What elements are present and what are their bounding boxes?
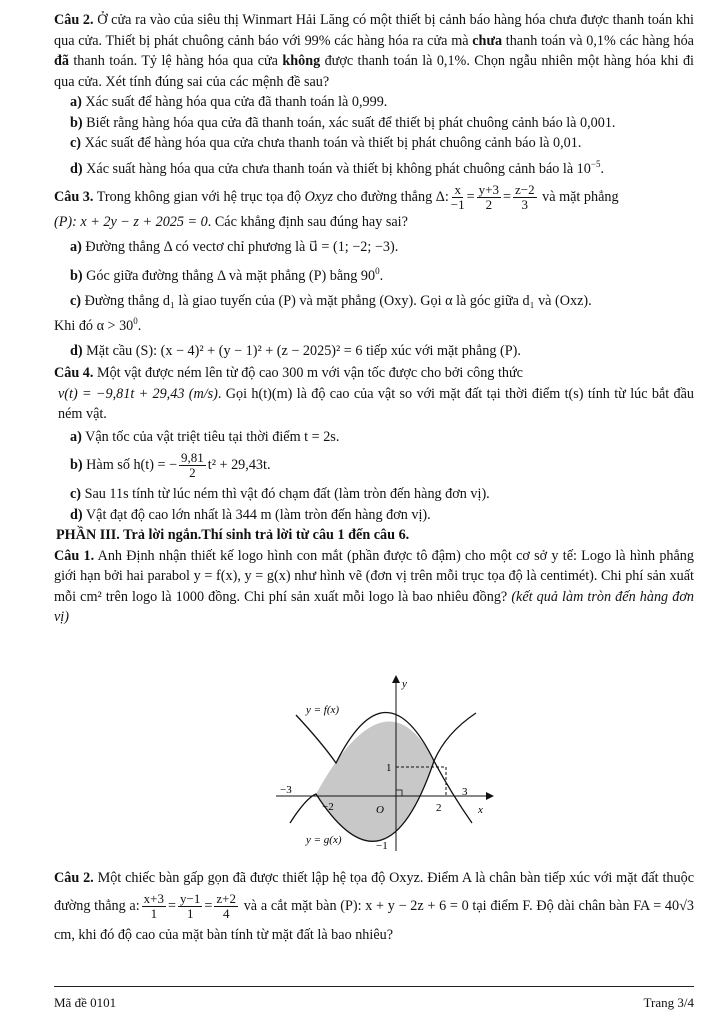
tick-minus3: −3	[280, 784, 292, 796]
q2-option-d: d) Xác suất hàng hóa qua cửa chưa thanh toán và thiết bị không phát chuông cảnh báo là $10^{-5}$.	[70, 158, 604, 177]
label-f: y = f(x)	[306, 704, 340, 716]
tick-minus2: −2	[322, 801, 334, 813]
q4-statement: Câu 4. Một vật được ném lên từ độ cao 300 m với vận tốc được cho bởi công thức	[54, 365, 523, 381]
p2-block	[54, 864, 694, 949]
q3-statement: Câu 3. Trong không gian với hệ trục tọa độ Oxyz cho đường thẳng Δ: $\frac{x}{-1}$ = $\frac{y+3}{2}$ = $\frac{z-2}{3}$ và mặt phẳng	[54, 182, 619, 212]
q2-option-b: b) Biết rằng hàng hóa qua cửa đã thanh toán, xác suất để thiết bị phát chuông cảnh báo là 0,001.	[70, 114, 616, 131]
q2-option-c: c) Xác suất để hàng hóa qua cửa chưa thanh toán và thiết bị phát chuông cảnh báo là 0,01.	[70, 135, 582, 151]
q3-frac-1: $\frac{x}{-1}$	[450, 182, 465, 212]
tick-minus1: −1	[376, 840, 388, 852]
q4-frac: $\frac{9,81}{2}$	[181, 450, 204, 480]
tick-origin: O	[376, 804, 384, 816]
x-axis-arrow	[486, 792, 494, 800]
q3-frac-3: $\frac{z-2}{3}$	[515, 182, 535, 212]
page-content	[54, 10, 694, 628]
exam-code: Mã đề 0101	[54, 995, 117, 1010]
p2-frac-2: $\frac{y-1}{1}$	[180, 891, 201, 922]
label-g: y = g(x)	[306, 834, 342, 846]
page-number: Trang 3/4	[643, 995, 694, 1010]
label-axis-y: y	[402, 678, 407, 690]
q3-option-c: c) Đường thẳng d₁ là giao tuyến của (P) và mặt phẳng (Oxy). Gọi α là góc giữa d₁ và (Oxz).	[70, 292, 592, 309]
page-footer	[54, 986, 694, 1011]
q3-plane: (P): x + 2y − z + 2025 = 0. Các khẳng định sau đúng hay sai?	[54, 214, 408, 230]
tick-3: 3	[462, 786, 468, 798]
eye-logo-figure	[276, 673, 496, 853]
q4-option-d: d) Vật đạt độ cao lớn nhất là 344 m (làm tròn đến hàng đơn vị).	[70, 506, 431, 523]
q3-option-d: d) Mặt cầu (S): (x − 4)² + (y − 1)² + (z − 2025)² = 6 tiếp xúc với mặt phẳng (P).	[70, 342, 521, 359]
part3-heading: PHẦN III. Trả lời ngắn.Thí sinh trả lời từ câu 1 đến câu 6.	[56, 527, 410, 543]
q4-velocity: v(t) = −9,81t + 29,43 (m/s). Gọi h(t)(m) là độ cao của vật so với mặt đất tại thời điểm t(s) tính từ lúc bắt đầu ném vật.	[58, 385, 695, 422]
q2-option-a: a) Xác suất để hàng hóa qua cửa đã thanh toán là 0,999.	[70, 94, 388, 110]
q3-option-a: a) Đường thẳng Δ có vectơ chỉ phương là u⃗ = (1; −2; −3).	[70, 238, 399, 255]
p2-frac-3: $\frac{z+2}{4}$	[216, 891, 236, 922]
p2-frac-1: $\frac{x+3}{1}$	[143, 891, 165, 922]
label-axis-x: x	[478, 804, 483, 816]
q4-option-b: b) Hàm số h(t) = − $\frac{9,81}{2}$ t² + 29,43t.	[70, 450, 271, 480]
q3-option-b: b) Góc giữa đường thẳng Δ và mặt phẳng (P) bằng $90^0$.	[70, 266, 384, 284]
q3-frac-2: $\frac{y+3}{2}$	[478, 182, 499, 212]
q2-lead: Câu 2.	[54, 12, 94, 28]
q2-statement: Câu 2. Ở cửa ra vào của siêu thị Winmart Hải Lăng có một thiết bị cảnh báo hàng hóa chưa được thanh toán khi qua cửa. Thiết bị phát chuông cảnh báo với 99% các hàng hóa ra cửa mà chưa thanh toán và 0,1% các hàng hóa đã thanh toán. Tỷ lệ hàng hóa qua cửa không được thanh toán là 0,1%. Chọn ngẫu nhiên một hàng hóa khi đi qua cửa. Xét tính đúng sai của các mệnh đề sau?	[54, 12, 695, 90]
p2-statement: Câu 2. Một chiếc bàn gấp gọn đã được thiết lập hệ tọa độ Oxyz. Điểm A là chân bàn tiếp xúc với mặt đất thuộc đường thẳng a: $\frac{x+3}{1}$ = $\frac{y-1}{1}$ = $\frac{z+2}{4}$ và a cắt mặt bàn (P): x + y − 2z + 6 = 0 tại điểm F. Độ dài chân bàn FA = 40√3 cm, khi đó độ cao của mặt bàn tính từ mặt đất là bao nhiêu?	[54, 870, 694, 944]
shaded-region	[316, 722, 434, 842]
y-axis-arrow	[392, 675, 400, 683]
tick-1: 1	[386, 762, 392, 774]
p1-statement: Câu 1. Anh Định nhận thiết kế logo hình con mắt (phần được tô đậm) cho một cơ sở y tế: Logo là hình phẳng giới hạn bởi hai parabol y = f(x), y = g(x) như hình vẽ (đơn vị trên mỗi trục tọa độ là centimét). Chi phí sản xuất mỗi cm² trên logo là 1000 đồng. Chi phí sản xuất mỗi logo là bao nhiêu đồng? (kết quả làm tròn đến hàng đơn vị)	[54, 547, 694, 625]
tick-2: 2	[436, 802, 442, 814]
q3-option-c-cont: Khi đó $\alpha > 30^0$.	[54, 316, 142, 334]
q4-option-c: c) Sau 11s tính từ lúc ném thì vật đó chạm đất (làm tròn đến hàng đơn vị).	[70, 486, 490, 502]
q4-option-a: a) Vận tốc của vật triệt tiêu tại thời điểm t = 2s.	[70, 428, 340, 445]
